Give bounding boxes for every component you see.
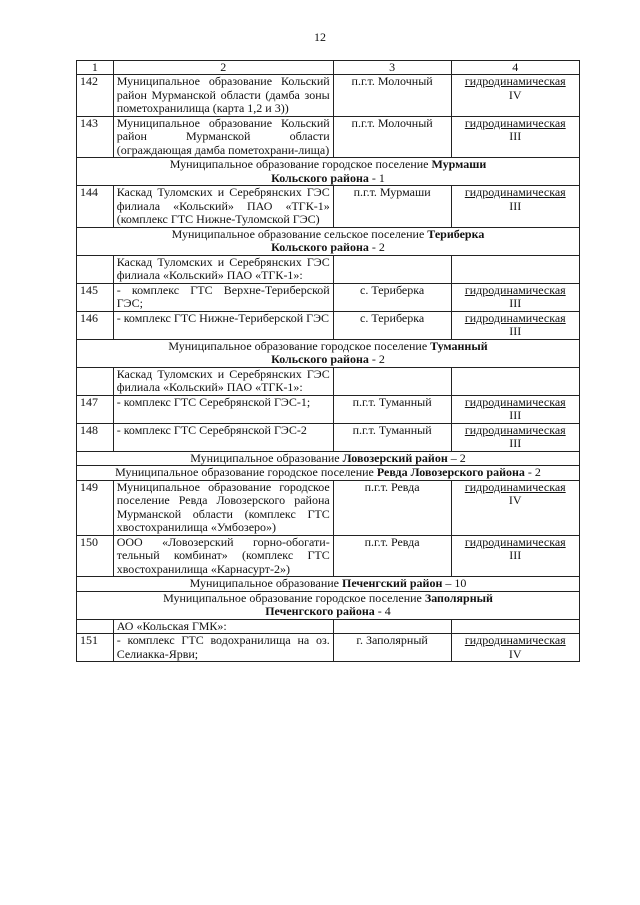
row-object: - комплекс ГТС Нижне-Териберской ГЭС <box>113 311 333 339</box>
row-class: III <box>509 296 522 310</box>
row-hazard <box>451 186 580 228</box>
section-cell <box>77 591 580 619</box>
row-hazard <box>451 535 580 577</box>
column-header-4: 4 <box>451 61 580 75</box>
row-type: гидродинамическая <box>464 185 566 199</box>
row-number <box>77 255 114 283</box>
section-header-pechenga <box>77 577 580 592</box>
row-location: с. Териберка <box>333 311 451 339</box>
row-number: 146 <box>77 311 114 339</box>
row-number: 145 <box>77 283 114 311</box>
section-name: Туманный <box>430 338 488 353</box>
row-location: п.г.т. Ревда <box>333 480 451 535</box>
row-number: 144 <box>77 186 114 228</box>
column-header-row <box>77 61 580 75</box>
row-object: Каскад Туломских и Серебрянских ГЭС филиала «Кольский» ПАО «ТГК-1»: <box>113 367 333 395</box>
row-type: гидродинамическая <box>464 633 566 647</box>
section-header-tumanny <box>77 339 580 367</box>
table-row <box>77 480 580 535</box>
table-row <box>77 283 580 311</box>
section-prefix: Муниципальное образование городское поселение <box>169 157 432 171</box>
row-number: 151 <box>77 634 114 662</box>
section-prefix: Муниципальное образование <box>190 450 343 465</box>
row-object: Муниципальное образование городское поселение Ревда Ловозерского района Мурманской области (комплекс ГТС хвостохранилища «Умбозеро») <box>113 480 333 535</box>
table-row <box>77 423 580 451</box>
table-row <box>77 535 580 577</box>
row-number: 142 <box>77 75 114 117</box>
table-row <box>77 186 580 228</box>
row-class: III <box>509 324 522 338</box>
section-prefix: Муниципальное образование городское поселение <box>115 465 377 479</box>
table-row <box>77 75 580 117</box>
page-number: 12 <box>314 30 326 44</box>
objects-table <box>76 60 580 662</box>
section-prefix: Муниципальное образование <box>189 576 342 590</box>
section-district: Печенгского района <box>265 604 375 618</box>
table-row <box>77 619 580 634</box>
section-count: - 1 <box>368 170 385 185</box>
row-class: III <box>509 198 522 213</box>
section-count: - 2 <box>368 240 385 254</box>
row-hazard <box>451 75 580 117</box>
row-hazard <box>451 423 580 451</box>
row-type: гидродинамическая <box>464 394 566 409</box>
row-number: 147 <box>77 395 114 423</box>
row-hazard <box>451 283 580 311</box>
section-name: Мурмаши <box>431 157 487 171</box>
row-object: АО «Кольская ГМК»: <box>113 619 333 634</box>
row-hazard <box>451 480 580 535</box>
row-type: гидродинамическая <box>464 282 566 297</box>
row-number: 148 <box>77 423 114 451</box>
column-header-2: 2 <box>113 61 333 75</box>
row-hazard <box>451 395 580 423</box>
section-header-zapolyarny <box>77 591 580 619</box>
row-location <box>333 619 451 634</box>
row-location: г. Заполярный <box>333 634 451 662</box>
row-type: гидродинамическая <box>464 422 566 437</box>
row-hazard <box>451 619 580 634</box>
section-name: Ловозерский район <box>342 450 448 465</box>
row-hazard <box>451 634 580 662</box>
row-location: п.г.т. Туманный <box>333 395 451 423</box>
row-object: - комплекс ГТС Серебрянской ГЭС-1; <box>113 395 333 423</box>
table-row <box>77 311 580 339</box>
row-location <box>333 255 451 283</box>
section-header-teriberka <box>77 227 580 255</box>
row-class: IV <box>508 493 522 507</box>
row-class: III <box>509 436 522 450</box>
row-object: Муниципальное образование Кольский район Мурманской области (ограждающая дамба пометохрани-лища) <box>113 116 333 158</box>
row-class: III <box>509 548 522 562</box>
section-count: – 10 <box>442 576 467 590</box>
column-header-1: 1 <box>77 61 114 75</box>
row-type: гидродинамическая <box>464 74 566 88</box>
section-name: Заполярный <box>424 590 493 605</box>
section-district: Кольского района <box>271 240 369 254</box>
section-count: - 2 <box>524 465 541 479</box>
row-location: п.г.т. Молочный <box>333 116 451 158</box>
section-cell <box>77 158 580 186</box>
section-count: - 4 <box>374 604 391 618</box>
table-row <box>77 116 580 158</box>
table-row <box>77 634 580 662</box>
section-name: Ревда Ловозерского района <box>376 465 525 479</box>
row-hazard <box>451 116 580 158</box>
section-district: Кольского района <box>271 170 369 185</box>
row-object: Муниципальное образование Кольский район Мурманской области (дамба зоны пометохранилища (карта 1,2 и 3)) <box>113 75 333 117</box>
row-hazard <box>451 311 580 339</box>
section-prefix: Муниципальное образование городское поселение <box>168 338 431 353</box>
row-location: п.г.т. Ревда <box>333 535 451 577</box>
row-type: гидродинамическая <box>464 479 566 494</box>
section-name: Териберка <box>427 226 485 241</box>
section-cell <box>77 339 580 367</box>
section-cell <box>77 451 580 466</box>
row-number: 150 <box>77 535 114 577</box>
row-object: - комплекс ГТС водохранилища на оз. Селиакка-Ярви; <box>113 634 333 662</box>
row-type: гидродинамическая <box>464 310 566 325</box>
row-number <box>77 619 114 634</box>
row-hazard <box>451 255 580 283</box>
section-cell <box>77 577 580 592</box>
section-count: - 2 <box>368 352 385 366</box>
section-name: Печенгский район <box>341 576 443 590</box>
section-header-lovozero <box>77 451 580 466</box>
row-object: Каскад Туломских и Серебрянских ГЭС филиала «Кольский» ПАО «ТГК-1» (комплекс ГТС Нижне-Туломской ГЭС) <box>113 186 333 228</box>
section-count: – 2 <box>447 450 466 465</box>
row-object: Каскад Туломских и Серебрянских ГЭС филиала «Кольский» ПАО «ТГК-1»: <box>113 255 333 283</box>
row-class: IV <box>508 87 522 102</box>
row-class: III <box>509 129 522 143</box>
row-location: п.г.т. Туманный <box>333 423 451 451</box>
row-object: ООО «Ловозерский горно-обогати-тельный комбинат» (комплекс ГТС хвостохранилища «Карнасурт-2») <box>113 535 333 577</box>
table-row <box>77 255 580 283</box>
row-location <box>333 367 451 395</box>
row-location: с. Териберка <box>333 283 451 311</box>
table-row <box>77 367 580 395</box>
row-class: IV <box>508 646 522 661</box>
row-object: - комплекс ГТС Серебрянской ГЭС-2 <box>113 423 333 451</box>
row-object: - комплекс ГТС Верхне-Териберской ГЭС; <box>113 283 333 311</box>
section-cell <box>77 466 580 481</box>
row-location: п.г.т. Мурмаши <box>333 186 451 228</box>
row-number: 143 <box>77 116 114 158</box>
section-header-revda <box>77 466 580 481</box>
row-hazard <box>451 367 580 395</box>
section-header-murmashi <box>77 158 580 186</box>
row-location: п.г.т. Молочный <box>333 75 451 117</box>
section-prefix: Муниципальное образование сельское поселение <box>171 226 428 241</box>
table-row <box>77 395 580 423</box>
section-cell <box>77 227 580 255</box>
row-number: 149 <box>77 480 114 535</box>
row-type: гидродинамическая <box>464 115 566 130</box>
section-prefix: Муниципальное образование городское поселение <box>163 590 425 605</box>
section-district: Кольского района <box>271 352 369 366</box>
row-number <box>77 367 114 395</box>
column-header-3: 3 <box>333 61 451 75</box>
row-type: гидродинамическая <box>464 534 566 549</box>
row-class: III <box>509 408 522 422</box>
